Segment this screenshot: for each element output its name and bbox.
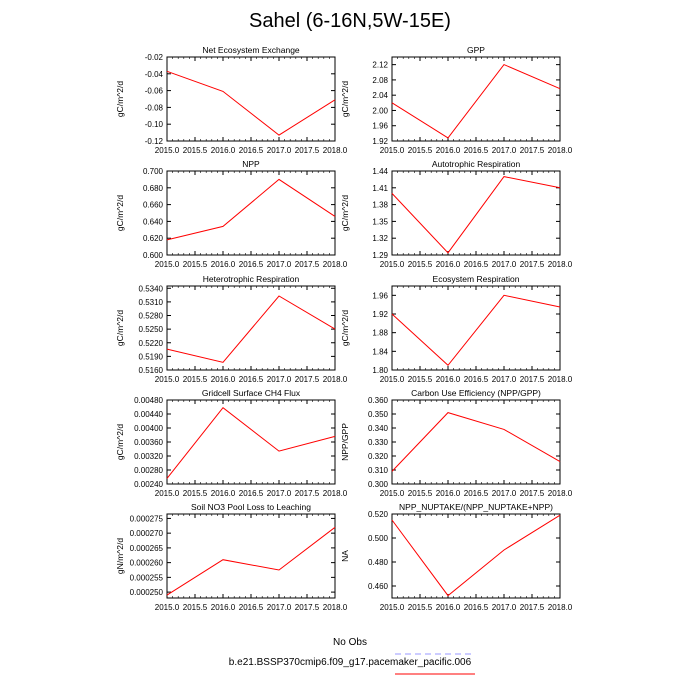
y-tick-label: 1.38 [372,200,388,210]
x-tick-label: 2017.5 [294,375,320,384]
x-tick-label: 2015.5 [182,260,208,269]
y-tick-label: 0.620 [142,234,163,244]
y-tick-label: 1.96 [372,121,388,131]
plot-frame [167,400,335,484]
x-tick-label: 2017.0 [491,146,517,155]
y-tick-label: 0.480 [367,558,388,567]
plot-frame [392,514,560,598]
y-tick-label: 1.35 [372,217,388,227]
panel-title: NPP [242,159,260,169]
x-tick-label: 2016.5 [463,489,489,498]
x-tick-label: 2017.0 [491,489,517,498]
x-tick-label: 2017.0 [266,489,292,498]
x-tick-label: 2017.0 [491,375,517,384]
x-tick-label: 2016.5 [238,260,264,269]
y-tick-label: 1.92 [372,310,388,319]
x-tick-label: 2015.0 [379,489,405,498]
y-axis-label: gC/m^2/d [340,309,350,347]
y-tick-label: 0.000265 [129,543,163,553]
y-tick-label: 0.00320 [134,452,163,461]
y-axis-label: gC/m^2/d [340,80,350,118]
y-tick-label: 0.00440 [134,410,163,419]
series-line [167,527,335,595]
series-line [167,408,335,479]
y-tick-label: 2.12 [372,60,388,70]
x-tick-label: 2017.5 [519,375,545,384]
y-axis-label: gC/m^2/d [115,309,125,347]
x-tick-label: 2015.0 [154,489,180,498]
plot-frame [167,171,335,255]
x-tick-label: 2018.0 [547,375,573,384]
x-tick-label: 2015.0 [154,375,180,384]
y-tick-label: 0.310 [367,466,388,475]
y-tick-label: 1.29 [372,251,388,260]
x-tick-label: 2017.0 [266,146,292,155]
x-tick-label: 2015.0 [379,146,405,155]
x-tick-label: 2016.0 [435,375,461,384]
y-tick-label: -0.12 [144,137,163,146]
x-tick-label: 2017.0 [266,603,292,612]
y-axis-label: NA [340,550,350,562]
plot-frame [392,57,560,141]
panel-title: NPP_NUPTAKE/(NPP_NUPTAKE+NPP) [399,502,553,512]
panel-title: Gridcell Surface CH4 Flux [201,388,301,398]
x-tick-label: 2018.0 [322,603,348,612]
y-tick-label: 0.320 [367,452,388,461]
series-line [392,515,560,595]
y-tick-label: 2.04 [372,91,388,101]
y-axis-label: NPP/GPP [340,423,350,461]
x-tick-label: 2017.0 [266,260,292,269]
x-tick-label: 2018.0 [322,375,348,384]
panel-title: Carbon Use Efficiency (NPP/GPP) [411,388,541,398]
x-tick-label: 2018.0 [322,146,348,155]
y-tick-label: 2.00 [372,106,388,116]
y-tick-label: -0.02 [144,53,163,62]
plot-frame [392,286,560,370]
x-tick-label: 2017.5 [519,489,545,498]
panel-title: GPP [467,45,485,55]
y-tick-label: 1.88 [372,328,388,338]
x-tick-label: 2018.0 [547,603,573,612]
panel-title: Heterotrophic Respiration [202,274,300,284]
panel-title: Net Ecosystem Exchange [202,45,300,55]
y-tick-label: 1.96 [372,291,388,301]
y-tick-label: 0.500 [367,534,388,543]
y-tick-label: -0.10 [144,120,163,130]
x-tick-label: 2016.0 [435,260,461,269]
y-tick-label: 0.000275 [129,514,163,524]
plot-frame [167,57,335,141]
y-tick-label: -0.06 [144,86,163,96]
x-tick-label: 2018.0 [547,146,573,155]
x-tick-label: 2015.0 [154,146,180,155]
series-line [392,177,560,253]
x-tick-label: 2015.5 [407,603,433,612]
y-tick-label: 0.5340 [138,284,163,294]
series-line [167,179,335,240]
x-tick-label: 2016.5 [238,375,264,384]
x-tick-label: 2016.0 [435,489,461,498]
legend-model-label: b.e21.BSSP370cmip6.f09_g17.pacemaker_pacific.006 [228,657,472,668]
panel-title: Autotrophic Respiration [431,159,521,169]
x-tick-label: 2016.0 [435,603,461,612]
x-tick-label: 2017.0 [266,375,292,384]
y-tick-label: 0.330 [367,438,388,447]
y-tick-label: 0.000255 [129,573,163,583]
y-tick-label: 2.08 [372,75,388,85]
x-tick-label: 2015.5 [182,375,208,384]
series-line [167,71,335,135]
y-tick-label: 0.350 [367,410,388,419]
x-tick-label: 2017.5 [294,489,320,498]
x-tick-label: 2017.5 [519,260,545,269]
series-line [392,295,560,365]
y-tick-label: 0.000250 [129,588,163,598]
x-tick-label: 2016.5 [463,603,489,612]
x-tick-label: 2017.5 [519,603,545,612]
x-tick-label: 2015.5 [407,146,433,155]
x-tick-label: 2017.5 [294,603,320,612]
y-tick-label: -0.04 [144,69,163,79]
y-tick-label: 0.5280 [138,311,163,321]
x-tick-label: 2015.5 [182,146,208,155]
y-tick-label: 0.640 [142,217,163,227]
x-tick-label: 2018.0 [547,489,573,498]
x-tick-label: 2015.0 [379,260,405,269]
x-tick-label: 2016.5 [463,375,489,384]
plot-frame [392,171,560,255]
y-tick-label: 0.360 [367,396,388,405]
x-tick-label: 2017.5 [519,146,545,155]
y-tick-label: 0.300 [367,480,388,489]
y-tick-label: 0.000270 [129,529,163,539]
series-line [392,413,560,472]
x-tick-label: 2016.5 [238,146,264,155]
x-tick-label: 2018.0 [547,260,573,269]
x-tick-label: 2015.0 [379,375,405,384]
x-tick-label: 2016.5 [238,489,264,498]
x-tick-label: 2016.0 [210,375,236,384]
y-tick-label: 0.520 [367,510,388,519]
series-line [167,296,335,362]
x-tick-label: 2015.5 [182,603,208,612]
y-tick-label: 0.00240 [134,480,163,489]
page-title: Sahel (6-16N,5W-15E) [249,10,451,32]
x-tick-label: 2016.0 [435,146,461,155]
x-tick-label: 2016.0 [210,489,236,498]
x-tick-label: 2017.0 [491,603,517,612]
x-tick-label: 2015.0 [154,260,180,269]
x-tick-label: 2018.0 [322,260,348,269]
x-tick-label: 2016.5 [463,260,489,269]
legend-model-line [0,671,700,677]
x-tick-label: 2015.0 [379,603,405,612]
y-tick-label: 1.80 [372,366,388,375]
y-tick-label: 0.00280 [134,466,163,475]
y-tick-label: 0.00360 [134,438,163,447]
y-axis-label: gC/m^2/d [115,194,125,232]
y-axis-label: gN/m^2/d [115,537,125,575]
y-tick-label: 0.700 [142,167,163,176]
x-tick-label: 2015.0 [154,603,180,612]
y-tick-label: 0.5220 [138,338,163,348]
panel-title: Soil NO3 Pool Loss to Leaching [190,502,312,512]
x-tick-label: 2015.5 [407,375,433,384]
y-tick-label: 0.5310 [138,297,163,307]
y-tick-label: 0.5190 [138,352,163,362]
y-tick-label: 0.5250 [138,325,163,335]
y-tick-label: 0.340 [367,424,388,433]
y-tick-label: 0.680 [142,183,163,193]
y-tick-label: 0.5160 [138,366,163,375]
y-tick-label: -0.08 [144,103,163,113]
x-tick-label: 2016.5 [463,146,489,155]
x-tick-label: 2016.0 [210,260,236,269]
y-axis-label: gC/m^2/d [340,194,350,232]
y-tick-label: 0.00480 [134,396,163,405]
y-axis-label: gC/m^2/d [115,423,125,461]
plot-frame [392,400,560,484]
x-tick-label: 2015.5 [182,489,208,498]
plot-frame [167,286,335,370]
y-tick-label: 0.000260 [129,558,163,568]
y-tick-label: 1.92 [372,137,388,146]
y-tick-label: 0.660 [142,200,163,210]
plot-frame [167,514,335,598]
y-tick-label: 0.600 [142,251,163,260]
x-tick-label: 2016.0 [210,146,236,155]
y-tick-label: 1.41 [372,183,388,193]
x-tick-label: 2015.5 [407,489,433,498]
y-tick-label: 1.44 [372,167,388,176]
x-tick-label: 2017.5 [294,260,320,269]
x-tick-label: 2016.5 [238,603,264,612]
y-tick-label: 1.32 [372,234,388,244]
y-axis-label: gC/m^2/d [115,80,125,118]
legend-obs-label: No Obs [333,637,367,648]
x-tick-label: 2017.0 [491,260,517,269]
panel-title: Ecosystem Respiration [432,274,520,284]
x-tick-label: 2017.5 [294,146,320,155]
y-tick-label: 0.460 [367,582,388,591]
x-tick-label: 2018.0 [322,489,348,498]
series-line [392,65,560,138]
x-tick-label: 2016.0 [210,603,236,612]
x-tick-label: 2015.5 [407,260,433,269]
y-tick-label: 1.84 [372,347,388,357]
y-tick-label: 0.00400 [134,424,163,433]
